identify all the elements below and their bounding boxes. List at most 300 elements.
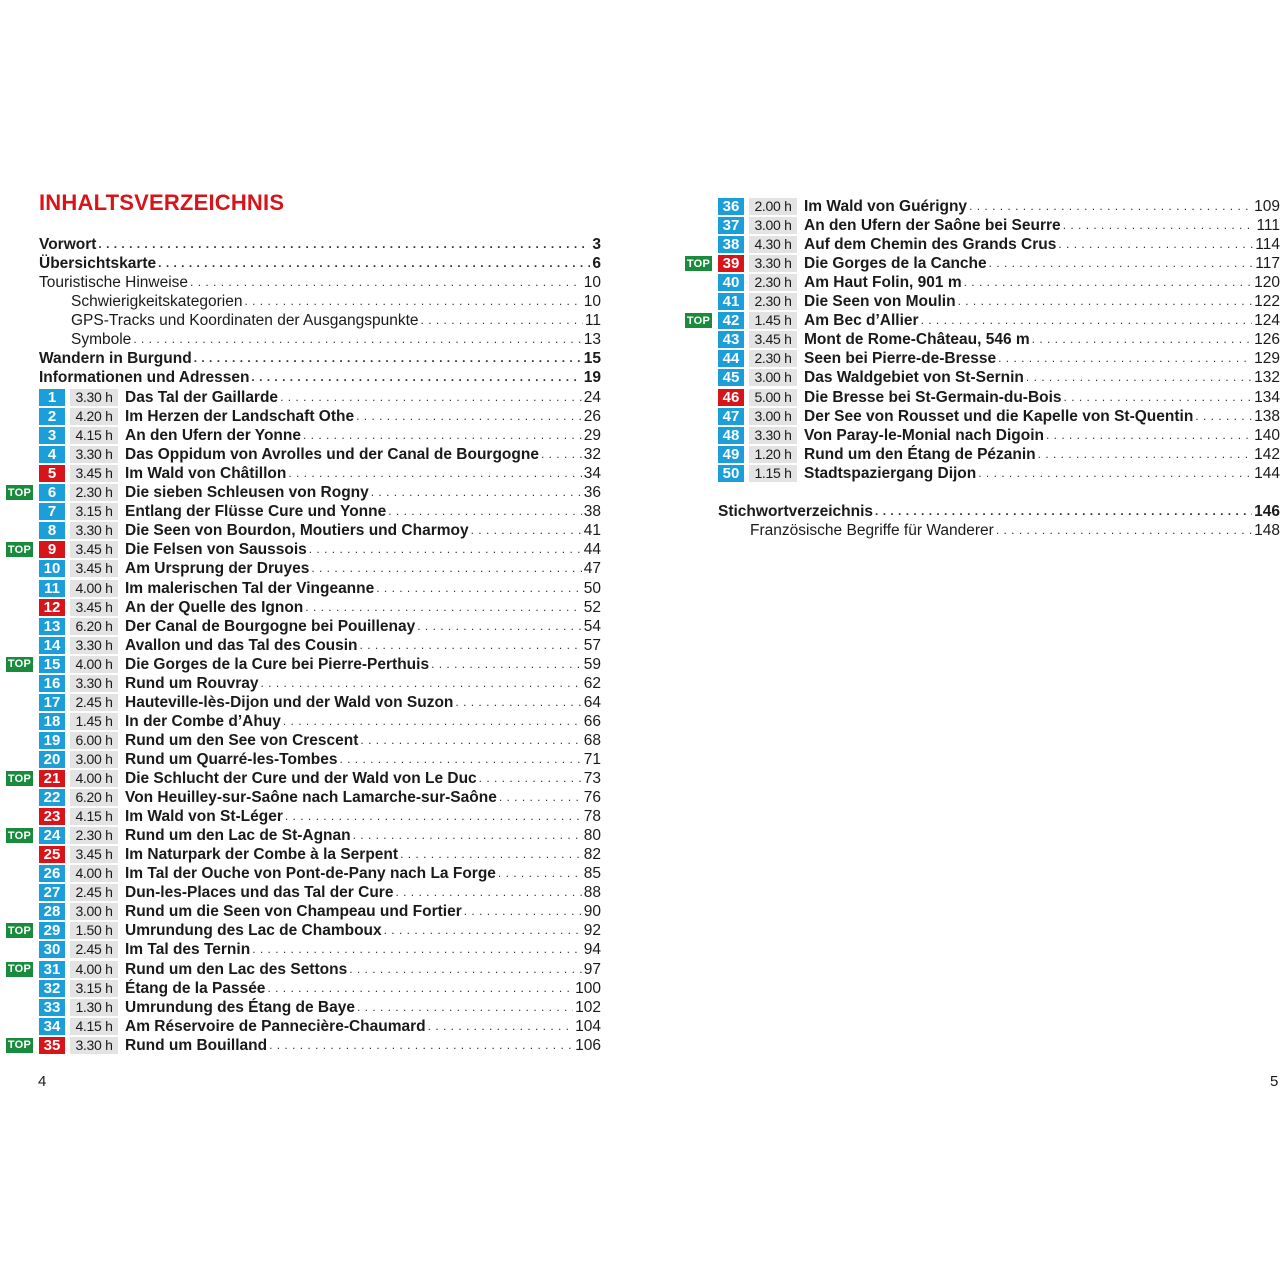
tour-number: 25 <box>39 846 65 863</box>
tour-duration: 4.00 h <box>70 961 118 978</box>
dot-leader <box>969 202 1252 216</box>
dot-leader <box>356 412 582 426</box>
tour-entry[interactable] <box>39 445 601 464</box>
dot-leader <box>260 679 581 693</box>
tour-number: 43 <box>718 331 744 348</box>
tour-page: 26 <box>583 408 601 426</box>
tour-entry[interactable] <box>718 368 1280 387</box>
toc-entry-page: 15 <box>583 350 601 368</box>
tour-title: Im Wald von Châtillon <box>125 465 287 483</box>
dot-leader <box>541 450 582 464</box>
tour-entry[interactable] <box>39 902 601 921</box>
tour-number: 36 <box>718 198 744 215</box>
tour-duration: 1.30 h <box>70 999 118 1016</box>
tour-duration: 3.30 h <box>70 1037 118 1054</box>
top-badge: TOP <box>7 1039 32 1052</box>
tour-page: 97 <box>583 960 601 978</box>
top-badge: TOP <box>7 658 32 671</box>
toc-entry[interactable] <box>39 311 601 330</box>
tour-page: 50 <box>583 579 601 597</box>
toc-entry-page: 11 <box>584 312 601 330</box>
tour-page: 85 <box>583 865 601 883</box>
dot-leader <box>400 850 582 864</box>
toc-entry-title: Symbole <box>71 331 132 349</box>
toc-entry[interactable] <box>39 273 601 292</box>
tour-duration: 3.30 h <box>70 446 118 463</box>
tour-title: Die Felsen von Saussois <box>125 541 307 559</box>
tour-title: Rund um Quarré-les-Tombes <box>125 750 338 768</box>
tour-page: 134 <box>1254 388 1280 406</box>
tour-entry[interactable] <box>718 311 1280 330</box>
tour-number: 24 <box>39 827 65 844</box>
tour-entry[interactable] <box>39 426 601 445</box>
tour-title: Am Réservoire de Pannecière-Chaumard <box>125 1017 426 1035</box>
tour-number: 4 <box>39 446 65 463</box>
tour-entry[interactable] <box>718 330 1280 349</box>
tour-duration: 3.30 h <box>70 389 118 406</box>
tour-duration: 4.00 h <box>70 865 118 882</box>
tour-number: 6 <box>39 484 65 501</box>
tour-entry[interactable] <box>39 750 601 769</box>
top-badge: TOP <box>7 963 32 975</box>
tour-number: 22 <box>39 789 65 806</box>
tour-duration: 2.45 h <box>70 884 118 901</box>
tour-entry[interactable] <box>718 445 1280 464</box>
tour-number: 12 <box>39 599 65 616</box>
toc-entry[interactable] <box>39 292 601 311</box>
tour-title: Im Tal des Ternin <box>125 941 251 959</box>
tour-page: 66 <box>583 712 601 730</box>
tour-number: 38 <box>718 236 744 253</box>
tour-entry[interactable] <box>39 1036 601 1055</box>
dot-leader <box>360 641 582 655</box>
toc-entry[interactable] <box>39 254 601 273</box>
tour-entry[interactable] <box>718 292 1280 311</box>
tour-page: 59 <box>583 655 601 673</box>
tour-title: Von Paray-le-Monial nach Digoin <box>804 426 1044 444</box>
dot-leader <box>376 584 582 598</box>
tour-title: Mont de Rome-Château, 546 m <box>804 331 1030 349</box>
toc-entry-title: Schwierigkeitskategorien <box>71 293 243 311</box>
tour-number: 15 <box>39 656 65 673</box>
tour-page: 82 <box>583 846 601 864</box>
dot-leader <box>311 564 581 578</box>
tour-page: 106 <box>575 1036 601 1054</box>
tour-entry[interactable] <box>39 826 601 845</box>
top-badge: TOP <box>7 543 32 556</box>
dot-leader <box>133 335 581 349</box>
tour-page: 38 <box>583 503 601 521</box>
tour-page: 114 <box>1255 236 1280 254</box>
tour-title: An den Ufern der Saône bei Seurre <box>804 217 1061 235</box>
tour-duration: 3.30 h <box>749 427 797 444</box>
tour-duration: 2.45 h <box>70 941 118 958</box>
tour-duration: 2.30 h <box>749 293 797 310</box>
tour-duration: 2.00 h <box>749 198 797 215</box>
tour-page: 122 <box>1254 293 1280 311</box>
tour-duration: 6.20 h <box>70 789 118 806</box>
tour-number: 9 <box>39 541 65 558</box>
tour-entry[interactable] <box>39 883 601 902</box>
tour-title: Der See von Rousset und die Kapelle von St-Quentin <box>804 407 1194 425</box>
top-badge: TOP <box>7 829 32 842</box>
tour-entry[interactable] <box>39 693 601 712</box>
tour-entry[interactable] <box>39 998 601 1017</box>
page-title: INHALTSVERZEICHNIS <box>39 190 285 215</box>
tour-duration: 4.00 h <box>70 770 118 787</box>
tour-entry[interactable] <box>39 807 601 826</box>
tour-entry[interactable] <box>39 388 601 407</box>
toc-entry-title: Übersichtskarte <box>39 255 157 273</box>
dot-leader <box>1064 393 1253 407</box>
tour-entry[interactable] <box>39 940 601 959</box>
tour-duration: 1.45 h <box>70 713 118 730</box>
tour-title: Am Haut Folin, 901 m <box>804 274 962 292</box>
tour-title: Stadtspaziergang Dijon <box>804 464 977 482</box>
tour-title: Rund um den Étang de Pézanin <box>804 445 1036 463</box>
tour-number: 2 <box>39 408 65 425</box>
toc-entry-page: 6 <box>592 255 601 273</box>
toc-entry[interactable] <box>718 521 1280 540</box>
top-badge: TOP <box>7 924 32 937</box>
tour-number: 10 <box>39 560 65 577</box>
dot-leader <box>349 965 582 979</box>
dot-leader <box>464 907 582 921</box>
toc-entry-title: Informationen und Adressen <box>39 369 250 387</box>
tour-duration: 3.30 h <box>70 637 118 654</box>
tour-duration: 2.30 h <box>749 274 797 291</box>
tour-duration: 4.00 h <box>70 656 118 673</box>
tour-title: Auf dem Chemin des Grands Crus <box>804 236 1057 254</box>
tour-page: 109 <box>1254 198 1280 215</box>
dot-leader <box>417 622 582 636</box>
tour-entry[interactable] <box>39 845 601 864</box>
tour-page: 90 <box>583 903 601 921</box>
tour-entry[interactable] <box>39 712 601 731</box>
tour-number: 39 <box>718 255 744 272</box>
top-badge: TOP <box>7 486 32 499</box>
tour-duration: 3.45 h <box>70 599 118 616</box>
tour-page: 34 <box>583 465 601 483</box>
toc-entry-page: 19 <box>583 369 601 387</box>
tour-entry[interactable] <box>39 1017 601 1036</box>
tour-duration: 3.00 h <box>70 903 118 920</box>
tour-page: 24 <box>583 389 601 406</box>
tour-title: In der Combe d’Ahuy <box>125 712 281 730</box>
tour-page: 47 <box>583 560 601 578</box>
page-number-left: 4 <box>38 1073 47 1090</box>
dot-leader <box>353 831 582 845</box>
dot-leader <box>384 926 582 940</box>
tour-page: 138 <box>1254 407 1280 425</box>
tour-entry[interactable] <box>718 216 1280 235</box>
dot-leader <box>244 297 581 311</box>
tour-title: Im Wald von St-Léger <box>125 808 283 826</box>
tour-entry[interactable] <box>39 731 601 750</box>
tour-entry[interactable] <box>718 464 1280 483</box>
dot-leader <box>989 259 1254 273</box>
dot-leader <box>921 316 1253 330</box>
dot-leader <box>431 660 582 674</box>
tour-title: An den Ufern der Yonne <box>125 427 301 445</box>
toc-entry-title: Wandern in Burgund <box>39 350 192 368</box>
tour-duration: 3.45 h <box>749 331 797 348</box>
dot-leader <box>395 888 581 902</box>
dot-leader <box>1195 412 1252 426</box>
tour-page: 80 <box>583 827 601 845</box>
toc-entry[interactable] <box>39 235 601 254</box>
tour-duration: 4.00 h <box>70 580 118 597</box>
dot-leader <box>190 278 582 292</box>
tour-entry[interactable] <box>39 407 601 426</box>
tour-page: 142 <box>1254 445 1280 463</box>
tour-page: 71 <box>583 750 601 768</box>
tour-title: Rund um den Lac des Settons <box>125 960 348 978</box>
tour-duration: 3.30 h <box>70 675 118 692</box>
tour-entry[interactable] <box>718 197 1280 216</box>
tour-duration: 2.45 h <box>70 694 118 711</box>
tour-number: 37 <box>718 217 744 234</box>
tour-duration: 3.00 h <box>749 408 797 425</box>
dot-leader <box>280 393 582 407</box>
tour-title: Am Bec d’Allier <box>804 312 919 330</box>
toc-entry-title: Französische Begriffe für Wanderer <box>750 522 994 540</box>
toc-entry[interactable] <box>718 502 1280 521</box>
tour-page: 124 <box>1254 312 1280 330</box>
dot-leader <box>357 1003 573 1017</box>
dot-leader <box>98 240 590 254</box>
tour-page: 54 <box>583 617 601 635</box>
tour-entry[interactable] <box>39 769 601 788</box>
dot-leader <box>285 812 582 826</box>
toc-entry-title: Touristische Hinweise <box>39 274 189 292</box>
tour-duration: 4.15 h <box>70 427 118 444</box>
dot-leader <box>498 869 582 883</box>
toc-entry-page: 146 <box>1254 503 1280 520</box>
tour-number: 33 <box>39 999 65 1016</box>
dot-leader <box>978 469 1252 483</box>
tour-entry[interactable] <box>39 502 601 521</box>
dot-leader <box>283 717 582 731</box>
dot-leader <box>1058 240 1253 254</box>
tour-number: 44 <box>718 350 744 367</box>
tour-entry[interactable] <box>39 864 601 883</box>
tour-number: 21 <box>39 770 65 787</box>
tour-duration: 3.30 h <box>749 255 797 272</box>
toc-entry[interactable] <box>39 330 601 349</box>
tour-entry[interactable] <box>39 979 601 998</box>
tour-page: 117 <box>1255 255 1280 273</box>
tour-entry[interactable] <box>718 235 1280 254</box>
tour-duration: 4.15 h <box>70 808 118 825</box>
tour-page: 129 <box>1254 350 1280 368</box>
dot-leader <box>269 1041 573 1055</box>
dot-leader <box>1026 373 1252 387</box>
tour-number: 16 <box>39 675 65 692</box>
tour-title: Das Waldgebiet von St-Sernin <box>804 369 1024 387</box>
tour-number: 3 <box>39 427 65 444</box>
tour-number: 5 <box>39 465 65 482</box>
tour-duration: 3.30 h <box>70 522 118 539</box>
tour-title: Im Tal der Ouche von Pont-de-Pany nach La Forge <box>125 865 496 883</box>
tour-page: 111 <box>1256 217 1280 235</box>
tour-title: Die Seen von Moulin <box>804 293 956 311</box>
tour-page: 64 <box>583 693 601 711</box>
tour-entry[interactable] <box>39 464 601 483</box>
dot-leader <box>1046 431 1252 445</box>
dot-leader <box>158 259 590 273</box>
tour-page: 94 <box>583 941 601 959</box>
tour-entry[interactable] <box>718 254 1280 273</box>
tour-number: 40 <box>718 274 744 291</box>
tour-duration: 1.50 h <box>70 922 118 939</box>
tour-number: 26 <box>39 865 65 882</box>
tour-title: Rund um den Lac de St-Agnan <box>125 827 351 845</box>
toc-entry-page: 10 <box>583 293 601 311</box>
tour-entry[interactable] <box>39 540 601 559</box>
tour-number: 28 <box>39 903 65 920</box>
dot-leader <box>1063 221 1255 235</box>
toc-entry[interactable] <box>39 368 601 387</box>
tour-page: 120 <box>1254 274 1280 292</box>
tour-number: 50 <box>718 465 744 482</box>
tour-entry[interactable] <box>39 655 601 674</box>
dot-leader <box>471 526 582 540</box>
tour-title: Entlang der Flüsse Cure und Yonne <box>125 503 387 521</box>
tour-page: 92 <box>583 922 601 940</box>
tour-entry[interactable] <box>718 273 1280 292</box>
tour-duration: 1.45 h <box>749 312 797 329</box>
tour-entry[interactable] <box>39 960 601 979</box>
tour-duration: 2.30 h <box>749 350 797 367</box>
tour-number: 23 <box>39 808 65 825</box>
tour-duration: 1.15 h <box>749 465 797 482</box>
tour-page: 62 <box>583 674 601 692</box>
tour-page: 100 <box>575 979 601 997</box>
tour-entry[interactable] <box>718 349 1280 368</box>
tour-page: 132 <box>1254 369 1280 387</box>
tour-number: 48 <box>718 427 744 444</box>
tour-entry[interactable] <box>39 674 601 693</box>
tour-number: 27 <box>39 884 65 901</box>
tour-number: 14 <box>39 637 65 654</box>
tour-entry[interactable] <box>39 521 601 540</box>
tour-duration: 3.45 h <box>70 846 118 863</box>
tour-number: 11 <box>39 580 65 597</box>
toc-entry-page: 13 <box>583 331 601 349</box>
toc-entry[interactable] <box>39 349 601 368</box>
tour-page: 36 <box>583 484 601 502</box>
tour-number: 47 <box>718 408 744 425</box>
tour-title: Im malerischen Tal der Vingeanne <box>125 579 375 597</box>
tour-title: Die Seen von Bourdon, Moutiers und Charmoy <box>125 522 469 540</box>
tour-page: 41 <box>583 522 601 540</box>
toc-entry-title: Vorwort <box>39 236 97 253</box>
tour-entry[interactable] <box>39 598 601 617</box>
tour-entry[interactable] <box>718 388 1280 407</box>
tour-title: Im Naturpark der Combe à la Serpent <box>125 846 399 864</box>
tour-title: Das Tal der Gaillarde <box>125 389 279 406</box>
dot-leader <box>479 774 582 788</box>
tour-entry[interactable] <box>39 617 601 636</box>
dot-leader <box>1032 335 1252 349</box>
dot-leader <box>360 736 581 750</box>
tour-duration: 1.20 h <box>749 446 797 463</box>
dot-leader <box>339 755 581 769</box>
tour-title: Die Schlucht der Cure und der Wald von Le Duc <box>125 770 477 787</box>
tour-entry[interactable] <box>718 407 1280 426</box>
dot-leader <box>194 354 582 368</box>
tour-duration: 3.15 h <box>70 503 118 520</box>
tour-duration: 3.00 h <box>749 217 797 234</box>
dot-leader <box>455 698 581 712</box>
dot-leader <box>267 984 573 998</box>
tour-duration: 3.00 h <box>70 751 118 768</box>
tour-entry[interactable] <box>39 579 601 598</box>
tour-title: Hauteville-lès-Dijon und der Wald von Suzon <box>125 693 454 711</box>
dot-leader <box>875 507 1252 521</box>
tour-title: Avallon und das Tal des Cousin <box>125 636 358 654</box>
tour-duration: 3.45 h <box>70 465 118 482</box>
tour-title: Die Bresse bei St-Germain-du-Bois <box>804 388 1062 406</box>
tour-entry[interactable] <box>39 483 601 502</box>
tour-title: Im Wald von Guérigny <box>804 198 968 215</box>
dot-leader <box>428 1022 573 1036</box>
tour-number: 35 <box>39 1037 65 1054</box>
tour-title: Die Gorges de la Cure bei Pierre-Perthuis <box>125 655 430 673</box>
tour-entry[interactable] <box>39 559 601 578</box>
tour-page: 140 <box>1254 426 1280 444</box>
dot-leader <box>998 354 1252 368</box>
tour-title: Die Gorges de la Canche <box>804 255 987 273</box>
tour-title: Umrundung des Lac de Chamboux <box>125 922 382 940</box>
tour-number: 20 <box>39 751 65 768</box>
tour-number: 34 <box>39 1018 65 1035</box>
tour-entry[interactable] <box>39 921 601 940</box>
tour-number: 7 <box>39 503 65 520</box>
tour-title: Im Herzen der Landschaft Othe <box>125 408 355 426</box>
tour-number: 46 <box>718 389 744 406</box>
tour-title: Der Canal de Bourgogne bei Pouillenay <box>125 617 416 635</box>
tour-title: Von Heuilley-sur-Saône nach Lamarche-sur-Saône <box>125 789 497 807</box>
tour-entry[interactable] <box>39 636 601 655</box>
tour-page: 52 <box>583 598 601 616</box>
dot-leader <box>996 526 1252 540</box>
tour-number: 1 <box>39 389 65 406</box>
dot-leader <box>421 316 583 330</box>
dot-leader <box>303 431 582 445</box>
tour-number: 8 <box>39 522 65 539</box>
toc-entry-page: 148 <box>1254 522 1280 540</box>
page-number-right: 5 <box>1270 1073 1279 1090</box>
tour-number: 41 <box>718 293 744 310</box>
tour-entry[interactable] <box>718 426 1280 445</box>
tour-number: 13 <box>39 618 65 635</box>
tour-page: 88 <box>583 884 601 902</box>
dot-leader <box>499 793 582 807</box>
tour-title: Rund um Bouilland <box>125 1036 268 1054</box>
tour-duration: 6.20 h <box>70 618 118 635</box>
tour-entry[interactable] <box>39 788 601 807</box>
tour-number: 29 <box>39 922 65 939</box>
toc-entry-title: Stichwortverzeichnis <box>718 503 874 520</box>
tour-page: 68 <box>583 731 601 749</box>
tour-title: Rund um Rouvray <box>125 674 259 692</box>
top-badge: TOP <box>7 772 32 785</box>
tour-title: Das Oppidum von Avrolles und der Canal de Bourgogne <box>125 446 539 464</box>
dot-leader <box>371 488 582 502</box>
tour-page: 102 <box>575 998 601 1016</box>
